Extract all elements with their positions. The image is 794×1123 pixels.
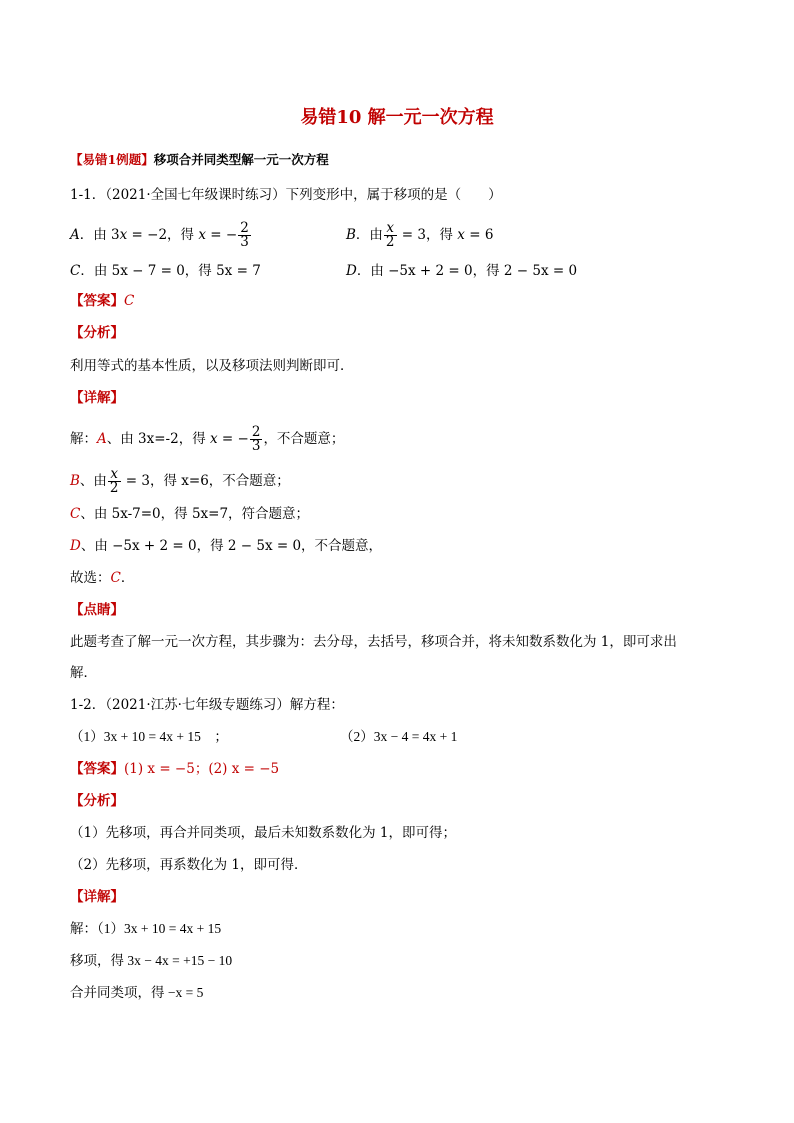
q1-detail-line-4 (70, 537, 382, 555)
page-title: 易错10 解一元一次方程 (300, 107, 494, 128)
answer-value: C (124, 293, 135, 309)
q2-answer (70, 760, 279, 778)
option-a-x2: x (198, 227, 206, 243)
fraction-denominator: 3 (240, 234, 249, 250)
option-d-label: D (346, 263, 357, 279)
detail-option-c: C (70, 506, 81, 522)
q1-analysis-text: 利用等式的基本性质，以及移项法则判断即可． (70, 358, 354, 374)
choice-prefix: 故选： (70, 570, 111, 586)
option-b-fraction (384, 222, 397, 249)
answer-value: (1) x = −5；(2) x = −5 (124, 761, 280, 777)
section-bracket-label: 【易错1例题】 (70, 152, 154, 167)
q1-stem: 1-1．（2021·全国七年级课时练习）下列变形中，属于移项的是（ ） (70, 187, 502, 203)
q1-option-d (346, 262, 577, 280)
fraction-numerator: 2 (240, 220, 249, 236)
q2-part-1: （1）3x + 10 = 4x + 15 ； (70, 729, 228, 744)
section-header (70, 151, 329, 169)
detail-prefix: 解： (70, 431, 97, 447)
choice-post: ． (120, 570, 135, 586)
option-a-mid: = −2，得 (127, 227, 199, 243)
option-d-text: ．由 −5x + 2 = 0，得 2 − 5x = 0 (356, 263, 578, 279)
detail-1-eq: = − (217, 431, 249, 447)
option-a-fraction (238, 222, 251, 249)
q2-stem: 1-2．（2021·江苏·七年级专题练习）解方程： (70, 697, 344, 713)
option-c-text: ．由 5x − 7 = 0，得 5x = 7 (80, 263, 261, 279)
detail-1-x: x (210, 431, 218, 447)
q1-detail-line-3 (70, 505, 309, 523)
q1-comment-label: 【点睛】 (70, 602, 124, 618)
option-b-mid: = 3，得 (397, 227, 458, 243)
q2-analysis-line-1: （1）先移项，再合并同类项，最后未知数系数化为 1，即可得； (70, 825, 456, 841)
option-b-pre: ．由 (355, 227, 383, 243)
detail-1-mid: 、由 3x=-2，得 (106, 431, 210, 447)
option-a-pre: ．由 3 (79, 227, 120, 243)
q2-solution-step-2: 移项，得 3x − 4x = +15 − 10 (70, 953, 233, 968)
detail-2-pre: 、由 (79, 473, 107, 489)
detail-1-fraction (250, 426, 263, 453)
detail-2-mid: = 3，得 x=6，不合题意； (121, 473, 290, 489)
q1-detail-line-1 (70, 426, 344, 453)
section-header-text: 移项合并同类型解一元一次方程 (153, 152, 329, 167)
q1-option-b (346, 222, 493, 249)
fraction-numerator: x (108, 468, 121, 482)
option-c-label: C (70, 263, 81, 279)
fraction-numerator: x (384, 222, 397, 236)
option-a-eq: = − (205, 227, 238, 243)
q1-comment-line-1: 此题考查了解一元一次方程，其步骤为：去分母，去括号，移项合并，将未知数系数化为 1，即可求出 (70, 634, 677, 650)
option-b-x: x (457, 227, 465, 243)
detail-2-fraction (108, 468, 121, 495)
detail-option-b: B (70, 473, 80, 489)
q1-analysis-label: 【分析】 (70, 325, 124, 341)
choice-value: C (110, 570, 121, 586)
q1-detail-label: 【详解】 (70, 390, 124, 406)
q1-choice (70, 569, 134, 587)
q2-detail-label: 【详解】 (70, 889, 124, 905)
fraction-denominator: 3 (251, 438, 261, 454)
option-b-post: = 6 (464, 227, 494, 243)
q2-analysis-line-2: （2）先移项，再系数化为 1，即可得． (70, 857, 308, 873)
detail-option-a: A (97, 431, 107, 447)
option-a-label: A (70, 227, 80, 243)
q1-comment-line-2: 解． (70, 665, 97, 681)
q2-solution-step-3: 合并同类项，得 −x = 5 (70, 985, 204, 1000)
q1-detail-line-2 (70, 468, 290, 495)
detail-4-text: 、由 −5x + 2 = 0，得 2 − 5x = 0，不合题意， (80, 538, 383, 554)
fraction-denominator: 2 (109, 480, 119, 496)
option-a-x: x (119, 227, 128, 243)
q2-analysis-label: 【分析】 (70, 793, 124, 809)
option-b-label: B (346, 227, 356, 243)
fraction-denominator: 2 (385, 234, 395, 250)
q2-solution-step-1: 解：（1）3x + 10 = 4x + 15 (70, 921, 222, 936)
q1-option-c (70, 262, 261, 280)
q1-answer (70, 292, 134, 310)
q2-part-2: （2）3x − 4 = 4x + 1 (340, 729, 458, 744)
fraction-numerator: 2 (251, 424, 261, 440)
detail-1-post: ，不合题意； (263, 431, 345, 447)
detail-3-text: 、由 5x-7=0，得 5x=7，符合题意； (80, 506, 310, 522)
answer-label: 【答案】 (70, 293, 124, 309)
answer-label: 【答案】 (70, 761, 124, 777)
detail-option-d: D (70, 538, 81, 554)
q1-option-a (70, 222, 252, 249)
